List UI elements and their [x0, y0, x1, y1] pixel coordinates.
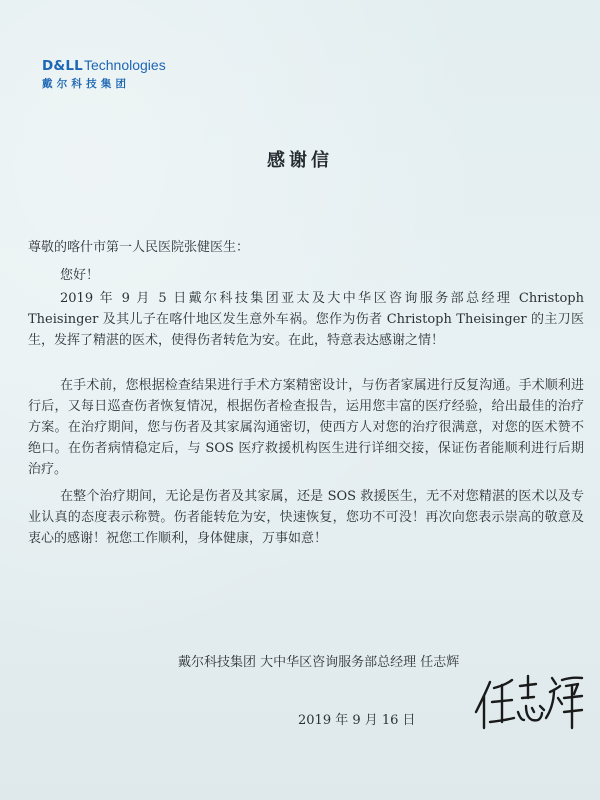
salutation: 尊敬的喀什市第一人民医院张健医生：	[28, 240, 250, 255]
paragraph-thanks: 在整个治疗期间，无论是伤者及其家属，还是 SOS 救援医生，无不对您精湛的医术以及专业认真的态度表示称赞。伤者能转危为安，快速恢复，您功不可没！再次向您表示崇高的敬意及衷心的感谢！祝您工作顺利，身体健康，万事如意！	[28, 489, 584, 546]
logo-wordmark	[42, 57, 202, 74]
letter-date: 2019 年 9 月 16 日	[298, 713, 416, 728]
paragraph-incident: 2019 年 9 月 5 日戴尔科技集团亚太及大中华区咨询服务部总经理 Christoph Theisinger 及其儿子在喀什地区发生意外车祸。您作为伤者 Christoph Theisinger 的主刀医生，发挥了精湛的医术，使得伤者转危为安。在此，特意表达感谢之情！	[28, 291, 584, 348]
letter-title: 感谢信	[267, 150, 333, 171]
logo-chinese-name: 戴尔科技集团	[42, 78, 131, 90]
dell-technologies-logo	[42, 57, 202, 91]
logo-technologies-text: Technologies	[83, 57, 166, 73]
paragraph-treatment: 在手术前，您根据检查结果进行手术方案精密设计，与伤者家属进行反复沟通。手术顺利进行后，又每日巡查伤者恢复情况，根据伤者检查报告，运用您丰富的医疗经验，给出最佳的治疗方案。在治疗期间，您与伤者及其家属沟通密切，使西方人对您的治疗很满意，对您的医术赞不绝口。在伤者病情稳定后，与 SOS 医疗救援机构医生进行详细交接，保证伤者能顺利进行后期治疗。	[28, 378, 584, 477]
logo-dell-text: D&LL	[42, 58, 83, 74]
signoff-line: 戴尔科技集团 大中华区咨询服务部总经理 任志辉	[178, 655, 460, 670]
handwritten-signature	[474, 668, 586, 738]
greeting: 您好！	[60, 268, 100, 283]
